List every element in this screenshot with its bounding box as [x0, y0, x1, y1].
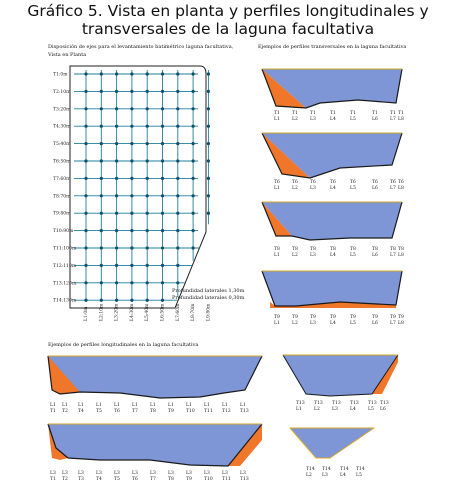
- plan-survey-point: [176, 125, 179, 128]
- profile-tick-label-top: L1: [78, 403, 84, 408]
- longitudinal-profile-2: [48, 424, 262, 466]
- plan-survey-point: [84, 90, 87, 93]
- profile-tick-label-top: L1: [96, 403, 102, 408]
- plan-survey-point: [207, 212, 210, 215]
- plan-survey-point: [130, 159, 133, 162]
- plan-survey-point: [146, 107, 149, 110]
- plan-survey-point: [192, 107, 195, 110]
- profile-tick-label-top: T6: [292, 180, 298, 185]
- plan-column-label: L1:0m: [84, 306, 89, 321]
- plan-survey-point: [161, 246, 164, 249]
- plan-survey-point: [161, 229, 164, 232]
- plan-survey-point: [84, 281, 87, 284]
- plan-survey-point: [115, 299, 118, 302]
- profile-tick-label-top: T1: [372, 111, 378, 116]
- profile-tick-label-top: L3: [50, 471, 56, 476]
- profile-tick-label-top: T6: [274, 180, 280, 185]
- plan-survey-point: [146, 159, 149, 162]
- plan-survey-point: [100, 159, 103, 162]
- profile-tick-label-top: T6: [310, 180, 316, 185]
- profile-tick-label-top: T8: [398, 247, 404, 252]
- plan-survey-point: [130, 177, 133, 180]
- plan-row-label: T14:130m: [53, 298, 77, 304]
- profile-tick-label-bottom: T4: [78, 409, 84, 414]
- profile-tick-label-bottom: L8: [398, 321, 404, 326]
- plan-row-label: T8:70m: [53, 194, 71, 200]
- profile-tick-label-top: L3: [96, 471, 102, 476]
- plan-survey-point: [100, 264, 103, 267]
- profile-tick-label-bottom: T12: [222, 409, 231, 414]
- plan-survey-point: [192, 177, 195, 180]
- profile-tick-label-top: T8: [310, 247, 316, 252]
- plan-survey-point: [130, 212, 133, 215]
- profile-tick-label-bottom: L6: [380, 407, 386, 412]
- plan-survey-point: [161, 142, 164, 145]
- profile-tick-label-bottom: L5: [350, 117, 356, 122]
- plan-survey-point: [84, 194, 87, 197]
- plan-survey-point: [146, 177, 149, 180]
- profile-tick-label-bottom: L1: [274, 186, 280, 191]
- profile-tick-label-top: L1: [240, 403, 246, 408]
- plan-survey-point: [192, 142, 195, 145]
- plan-survey-point: [130, 264, 133, 267]
- profile-tick-label-bottom: L7: [390, 253, 396, 258]
- plan-survey-point: [146, 264, 149, 267]
- profile-tick-label-bottom: L2: [292, 321, 298, 326]
- profile-tick-label-top: T1: [310, 111, 316, 116]
- plan-survey-point: [84, 142, 87, 145]
- plan-survey-point: [146, 194, 149, 197]
- plan-row-label: T2:10m: [53, 89, 71, 95]
- plan-row-label: T7:60m: [53, 176, 71, 182]
- plan-survey-point: [84, 246, 87, 249]
- profile-tick-label-bottom: L3: [322, 473, 328, 478]
- profile-tick-label-bottom: L1: [274, 117, 280, 122]
- plan-row-label: T10:90m: [53, 229, 74, 235]
- plan-survey-point: [146, 229, 149, 232]
- plan-survey-point: [130, 246, 133, 249]
- chart-title-line-1: Gráfico 5. Vista en planta y perfiles longitudinales y: [27, 2, 429, 20]
- profile-tick-label-top: T8: [274, 247, 280, 252]
- plan-survey-point: [176, 177, 179, 180]
- plan-survey-point: [115, 264, 118, 267]
- profile-tick-label-bottom: T7: [132, 409, 138, 414]
- profile-tick-label-bottom: L6: [372, 321, 378, 326]
- profile-tick-label-bottom: L3: [332, 407, 338, 412]
- profile-tick-label-top: L3: [168, 471, 174, 476]
- plan-survey-point: [161, 72, 164, 75]
- plan-note-line-2: Profundidad laterales 0,30m: [172, 295, 245, 301]
- plan-column-label: L7:60m: [175, 303, 181, 321]
- profile-tick-label-bottom: L8: [398, 186, 404, 191]
- plan-survey-point: [130, 229, 133, 232]
- plan-survey-point: [161, 125, 164, 128]
- plan-survey-point: [161, 159, 164, 162]
- plan-survey-point: [161, 177, 164, 180]
- profile-tick-label-bottom: L5: [356, 473, 362, 478]
- plan-column-label: L5:40m: [145, 303, 151, 321]
- profile-tick-label-top: T8: [330, 247, 336, 252]
- profile-tick-label-bottom: L3: [310, 117, 316, 122]
- transversal-caption: Ejemplos de perfiles transversales en la laguna facultativa: [258, 44, 407, 50]
- plan-survey-point: [207, 72, 210, 75]
- profile-tick-label-top: T8: [292, 247, 298, 252]
- plan-survey-point: [207, 125, 210, 128]
- plan-survey-point: [84, 72, 87, 75]
- profile-tick-label-bottom: L3: [310, 186, 316, 191]
- plan-survey-point: [146, 72, 149, 75]
- profile-tick-label-top: L3: [132, 471, 138, 476]
- profile-tick-label-top: L1: [50, 403, 56, 408]
- plan-survey-point: [192, 125, 195, 128]
- profile-tick-label-bottom: T6: [132, 477, 138, 482]
- profile-tick-label-top: T8: [372, 247, 378, 252]
- profile-tick-label-bottom: T3: [78, 477, 84, 482]
- profile-tick-label-bottom: L4: [350, 407, 356, 412]
- profile-tick-label-top: T6: [350, 180, 356, 185]
- longitudinal-caption: Ejemplos de perfiles longitudinales en la laguna facultativa: [48, 342, 199, 348]
- transversal-profile-4: [262, 271, 402, 308]
- profile-tick-label-top: T13: [380, 401, 389, 406]
- plan-survey-point: [176, 194, 179, 197]
- profile-tick-label-top: L1: [186, 403, 192, 408]
- profile-tick-label-top: L1: [132, 403, 138, 408]
- plan-survey-point: [100, 194, 103, 197]
- plan-survey-point: [207, 142, 210, 145]
- plan-column-label: L4:30m: [129, 303, 135, 321]
- profile-tick-label-bottom: L2: [292, 186, 298, 191]
- profile-tick-label-top: T6: [390, 180, 396, 185]
- profile-tick-label-bottom: L4: [330, 321, 336, 326]
- plan-survey-point: [161, 264, 164, 267]
- profile-tick-label-top: T1: [390, 111, 396, 116]
- plan-column-labels: [83, 303, 211, 321]
- profile-tick-label-bottom: T4: [96, 477, 102, 482]
- profile-tick-label-top: T9: [350, 315, 356, 320]
- profile-tick-label-top: T13: [332, 401, 341, 406]
- plan-survey-point: [115, 229, 118, 232]
- profile-tick-label-bottom: T8: [150, 409, 156, 414]
- plan-survey-point: [100, 246, 103, 249]
- profile-tick-label-top: L3: [62, 471, 68, 476]
- plan-row-label: T4:30m: [53, 124, 71, 130]
- plan-survey-point: [100, 142, 103, 145]
- plan-survey-point: [192, 246, 195, 249]
- profile-tick-label-bottom: L6: [372, 253, 378, 258]
- plan-view-outline: [70, 66, 206, 308]
- profile-tick-label-top: T14: [340, 467, 349, 472]
- plan-column-label: L3:20m: [114, 303, 120, 321]
- profile-tick-label-bottom: L1: [274, 321, 280, 326]
- plan-survey-point: [176, 90, 179, 93]
- profile-tick-label-bottom: L4: [330, 186, 336, 191]
- profile-tick-label-bottom: T10: [186, 409, 195, 414]
- profile-tick-label-bottom: T13: [240, 409, 249, 414]
- plan-row-labels: [53, 72, 77, 304]
- plan-survey-point: [146, 299, 149, 302]
- profile-tick-label-bottom: T7: [150, 477, 156, 482]
- profile-tick-label-bottom: L8: [398, 117, 404, 122]
- profile-tick-label-bottom: L3: [310, 253, 316, 258]
- profile-tick-label-bottom: L5: [350, 321, 356, 326]
- profile-tick-label-top: T9: [372, 315, 378, 320]
- profile-tick-label-top: T9: [330, 315, 336, 320]
- profile-tick-label-bottom: L5: [368, 407, 374, 412]
- transversal-profile-2: [262, 133, 402, 178]
- plan-survey-point: [115, 72, 118, 75]
- profile-tick-label-top: L3: [240, 471, 246, 476]
- profile-tick-label-bottom: T5: [96, 409, 102, 414]
- plan-column-label: L9:80m: [206, 303, 212, 321]
- profile-tick-label-top: T13: [350, 401, 359, 406]
- profile-tick-label-bottom: T9: [168, 409, 174, 414]
- plan-survey-point: [100, 212, 103, 215]
- plan-survey-point: [146, 281, 149, 284]
- plan-survey-point: [84, 159, 87, 162]
- plan-row-label: T13:120m: [53, 281, 77, 287]
- plan-survey-point: [115, 107, 118, 110]
- profile-tick-label-top: L1: [114, 403, 120, 408]
- profile-tick-label-bottom: L6: [372, 186, 378, 191]
- profile-tick-label-bottom: L5: [350, 186, 356, 191]
- plan-survey-point: [84, 229, 87, 232]
- profile-tick-label-bottom: L2: [306, 473, 312, 478]
- plan-survey-point: [176, 246, 179, 249]
- plan-row-label: T1:0m: [53, 72, 68, 78]
- plan-note-line-1: Profundidad laterales 1,30m: [172, 288, 245, 294]
- profile-tick-label-top: T1: [292, 111, 298, 116]
- profile-tick-label-bottom: L1: [274, 253, 280, 258]
- plan-survey-point: [115, 194, 118, 197]
- profile-tick-label-top: T9: [274, 315, 280, 320]
- plan-survey-point: [207, 177, 210, 180]
- plan-survey-point: [84, 177, 87, 180]
- plan-survey-point: [130, 142, 133, 145]
- plan-view-grid: [74, 70, 210, 302]
- plan-survey-point: [100, 72, 103, 75]
- plan-survey-point: [146, 142, 149, 145]
- plan-survey-point: [176, 212, 179, 215]
- plan-column-label: L8:70m: [191, 303, 197, 321]
- profile-tick-label-bottom: L7: [390, 117, 396, 122]
- profile-tick-label-top: T8: [390, 247, 396, 252]
- plan-survey-point: [176, 229, 179, 232]
- plan-row-label: T3:20m: [53, 107, 71, 113]
- plan-row-label: T12:110m: [53, 263, 77, 269]
- plan-survey-point: [192, 159, 195, 162]
- profile-tick-label-bottom: T11: [204, 409, 213, 414]
- profile-tick-label-top: T13: [296, 401, 305, 406]
- plan-caption-line-1: Disposición de ejes para el levantamiento batimétrico laguna facultativa,: [48, 44, 234, 50]
- plan-caption-line-2: Vista en Planta: [48, 52, 87, 58]
- profile-tick-label-top: T13: [314, 401, 323, 406]
- profile-tick-label-top: T14: [356, 467, 365, 472]
- plan-survey-point: [192, 229, 195, 232]
- profile-tick-label-top: L3: [150, 471, 156, 476]
- profile-tick-label-bottom: L2: [292, 253, 298, 258]
- plan-survey-point: [207, 159, 210, 162]
- plan-survey-point: [100, 90, 103, 93]
- plan-survey-point: [207, 194, 210, 197]
- longitudinal-profile-1: [48, 356, 262, 398]
- plan-survey-point: [146, 212, 149, 215]
- profile-tick-label-top: T1: [398, 111, 404, 116]
- plan-survey-point: [115, 246, 118, 249]
- plan-survey-point: [100, 107, 103, 110]
- plan-survey-point: [176, 142, 179, 145]
- plan-survey-point: [176, 281, 179, 284]
- profile-tick-label-bottom: L2: [314, 407, 320, 412]
- plan-survey-point: [146, 90, 149, 93]
- profile-tick-label-bottom: T2: [62, 409, 68, 414]
- plan-survey-point: [115, 177, 118, 180]
- profile-tick-label-bottom: L4: [330, 117, 336, 122]
- plan-survey-point: [207, 107, 210, 110]
- plan-survey-point: [161, 212, 164, 215]
- plan-survey-point: [146, 246, 149, 249]
- profile-tick-label-top: L1: [204, 403, 210, 408]
- plan-survey-point: [130, 72, 133, 75]
- plan-survey-point: [100, 125, 103, 128]
- profile-tick-label-bottom: T10: [204, 477, 213, 482]
- profile-tick-label-top: L3: [114, 471, 120, 476]
- plan-survey-point: [130, 299, 133, 302]
- profile-tick-label-top: T14: [306, 467, 315, 472]
- profile-tick-label-top: L3: [222, 471, 228, 476]
- plan-survey-point: [161, 299, 164, 302]
- plan-survey-point: [130, 125, 133, 128]
- plan-row-label: T6:50m: [53, 159, 71, 165]
- plan-survey-point: [176, 159, 179, 162]
- plan-row-label: T9:80m: [53, 211, 71, 217]
- plan-survey-point: [192, 194, 195, 197]
- profile-tick-label-top: L1: [168, 403, 174, 408]
- plan-survey-point: [161, 281, 164, 284]
- small-profile-2: [290, 428, 374, 458]
- profile-tick-label-bottom: L7: [390, 321, 396, 326]
- profile-tick-label-top: T6: [372, 180, 378, 185]
- plan-survey-point: [130, 107, 133, 110]
- profile-tick-label-bottom: T11: [222, 477, 231, 482]
- profile-tick-label-top: T6: [398, 180, 404, 185]
- profile-tick-label-top: T1: [330, 111, 336, 116]
- profile-tick-label-bottom: T1: [50, 477, 56, 482]
- plan-survey-point: [115, 212, 118, 215]
- profile-tick-label-bottom: L4: [340, 473, 346, 478]
- plan-column-label: L6:50m: [160, 303, 166, 321]
- plan-survey-point: [100, 229, 103, 232]
- profile-tick-label-top: T9: [310, 315, 316, 320]
- profile-tick-label-top: T9: [292, 315, 298, 320]
- profile-tick-label-top: T14: [322, 467, 331, 472]
- plan-survey-point: [84, 212, 87, 215]
- profile-tick-label-bottom: T2: [62, 477, 68, 482]
- profile-tick-label-bottom: T6: [114, 409, 120, 414]
- profile-tick-label-bottom: T1: [50, 409, 56, 414]
- profile-tick-label-bottom: L7: [390, 186, 396, 191]
- profile-tick-label-bottom: L2: [292, 117, 298, 122]
- plan-survey-point: [115, 90, 118, 93]
- plan-survey-point: [161, 107, 164, 110]
- profile-tick-label-bottom: L3: [310, 321, 316, 326]
- plan-survey-point: [130, 90, 133, 93]
- profile-tick-label-bottom: L4: [330, 253, 336, 258]
- profile-tick-label-top: L3: [204, 471, 210, 476]
- profile-tick-label-bottom: L6: [372, 117, 378, 122]
- profile-tick-label-top: T13: [368, 401, 377, 406]
- profile-tick-label-top: T1: [274, 111, 280, 116]
- plan-row-label: T5:40m: [53, 142, 71, 148]
- plan-survey-point: [115, 142, 118, 145]
- plan-survey-point: [176, 107, 179, 110]
- profile-tick-label-bottom: T8: [168, 477, 174, 482]
- plan-survey-point: [192, 72, 195, 75]
- plan-survey-point: [84, 299, 87, 302]
- plan-survey-point: [115, 159, 118, 162]
- plan-survey-point: [176, 72, 179, 75]
- profile-tick-label-bottom: L1: [296, 407, 302, 412]
- profile-tick-label-bottom: T9: [186, 477, 192, 482]
- small-profile-1: [283, 355, 398, 396]
- transversal-profile-1: [262, 69, 402, 108]
- profile-tick-label-top: T1: [350, 111, 356, 116]
- plan-survey-point: [146, 125, 149, 128]
- plan-survey-point: [130, 281, 133, 284]
- plan-survey-point: [84, 125, 87, 128]
- profile-tick-label-bottom: T5: [114, 477, 120, 482]
- profile-tick-label-bottom: T13: [240, 477, 249, 482]
- profile-tick-label-top: T6: [330, 180, 336, 185]
- profile-tick-label-bottom: L5: [350, 253, 356, 258]
- plan-survey-point: [192, 90, 195, 93]
- profile-tick-label-top: L1: [150, 403, 156, 408]
- plan-survey-point: [84, 264, 87, 267]
- plan-survey-point: [115, 281, 118, 284]
- plan-column-label: L2:10m: [99, 303, 105, 321]
- plan-survey-point: [161, 194, 164, 197]
- profile-tick-label-top: T9: [398, 315, 404, 320]
- plan-survey-point: [130, 194, 133, 197]
- profile-tick-label-top: L1: [222, 403, 228, 408]
- plan-survey-point: [100, 299, 103, 302]
- transversal-profile-3: [262, 202, 402, 240]
- profile-tick-label-top: L1: [62, 403, 68, 408]
- plan-survey-point: [100, 177, 103, 180]
- chart-title-line-2: transversales de la laguna facultativa: [81, 20, 375, 38]
- profile-tick-label-top: T9: [390, 315, 396, 320]
- plan-row-label: T11:100m: [53, 246, 77, 252]
- plan-survey-point: [207, 90, 210, 93]
- profile-tick-label-top: L3: [78, 471, 84, 476]
- plan-survey-point: [100, 281, 103, 284]
- plan-survey-point: [84, 107, 87, 110]
- plan-survey-point: [115, 125, 118, 128]
- plan-survey-point: [176, 264, 179, 267]
- plan-survey-point: [192, 212, 195, 215]
- profile-tick-label-bottom: L8: [398, 253, 404, 258]
- profile-tick-label-top: L3: [186, 471, 192, 476]
- plan-survey-point: [161, 90, 164, 93]
- profile-tick-label-top: T8: [350, 247, 356, 252]
